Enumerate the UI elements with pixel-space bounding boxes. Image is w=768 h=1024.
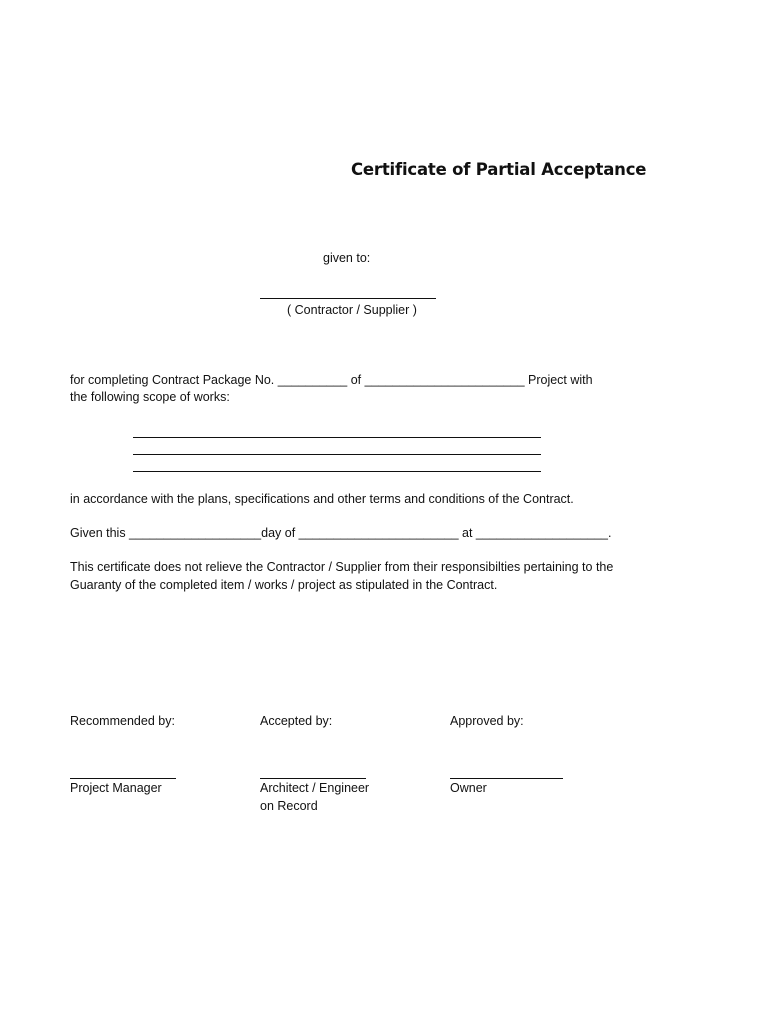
accepted-by-label: Accepted by:: [260, 714, 333, 728]
disclaimer-line-1: This certificate does not relieve the Contractor / Supplier from their responsibilties pertaining to the: [70, 560, 614, 574]
recipient-name-line: [260, 298, 436, 299]
owner-signature-line: [450, 778, 563, 779]
scope-blank-line-3: [133, 471, 541, 472]
scope-of-works-line: the following scope of works:: [70, 390, 230, 404]
disclaimer-line-2: Guaranty of the completed item / works / project as stipulated in the Contract.: [70, 578, 498, 592]
architect-role-line-1: Architect / Engineer: [260, 781, 370, 795]
certificate-title: Certificate of Partial Acceptance: [351, 160, 647, 179]
project-manager-signature-line: [70, 778, 176, 779]
recommended-by-label: Recommended by:: [70, 714, 175, 728]
architect-role-line-2: on Record: [260, 799, 318, 813]
given-to-label: given to:: [323, 251, 371, 265]
recipient-role-caption: ( Contractor / Supplier ): [287, 303, 417, 317]
project-manager-role: Project Manager: [70, 781, 162, 795]
owner-role: Owner: [450, 781, 487, 795]
approved-by-label: Approved by:: [450, 714, 524, 728]
contract-package-line: for completing Contract Package No. __________ of _______________________ Project with: [70, 373, 593, 387]
architect-signature-line: [260, 778, 366, 779]
given-this-line: Given this ___________________day of _______________________ at ___________________.: [70, 526, 612, 540]
scope-blank-line-1: [133, 437, 541, 438]
scope-blank-line-2: [133, 454, 541, 455]
accordance-statement: in accordance with the plans, specifications and other terms and conditions of the Contract.: [70, 492, 574, 506]
